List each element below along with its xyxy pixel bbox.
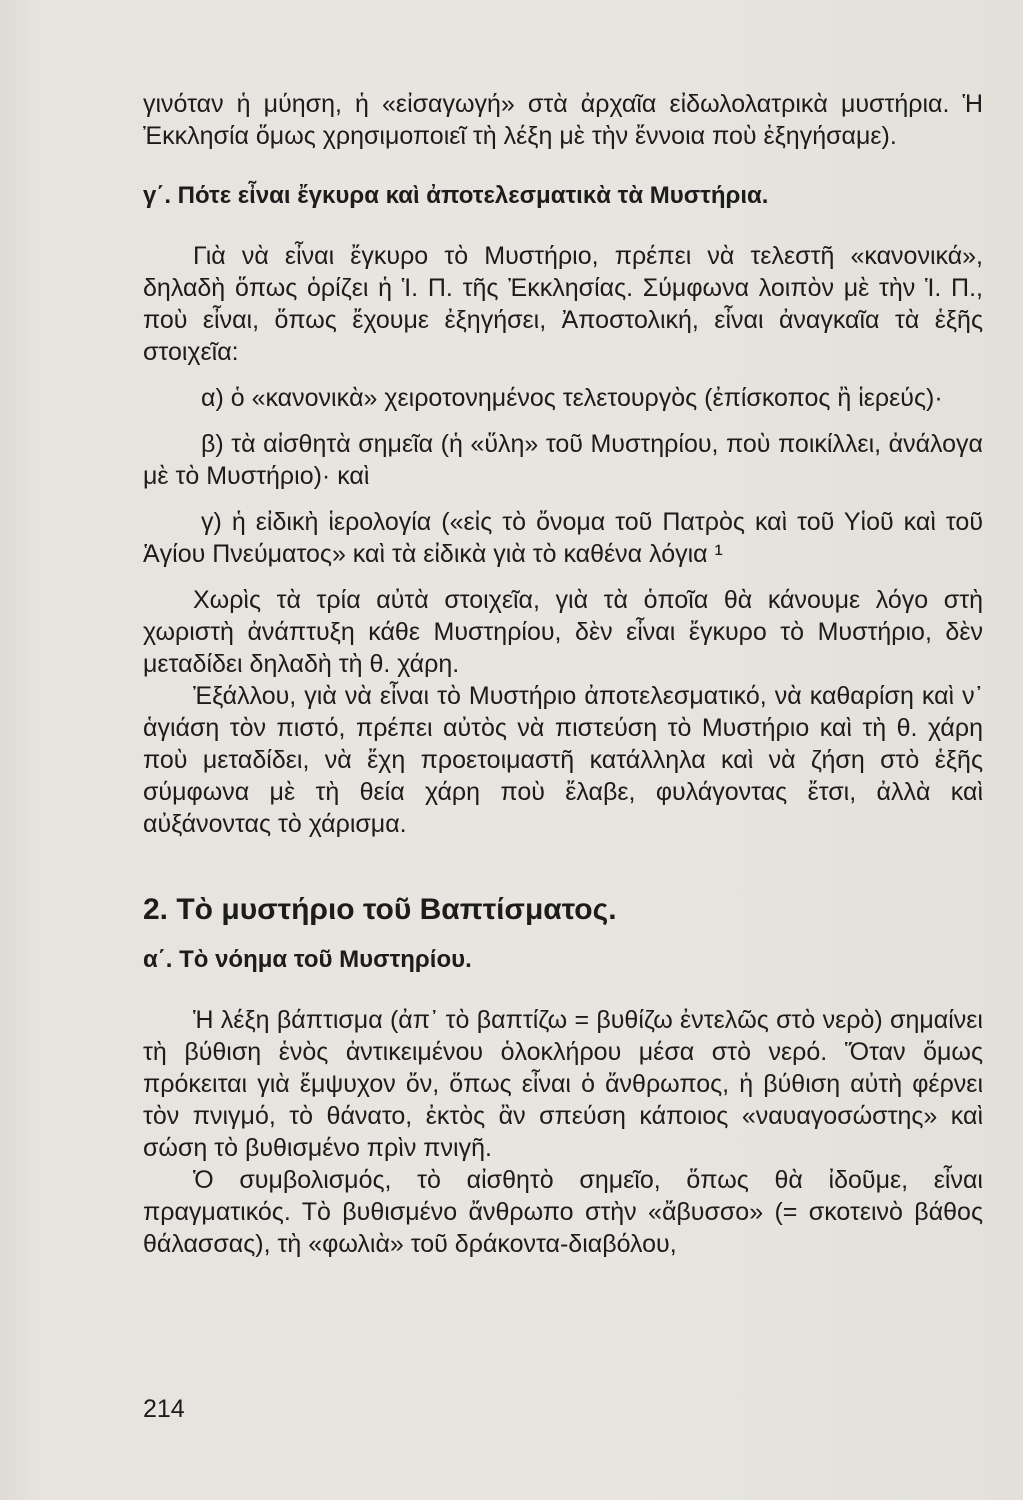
paragraph-continuation: γινόταν ἡ μύηση, ἡ «εἰσαγωγή» στὰ ἀρχαῖα εἰδωλολατρικὰ μυστήρια. Ἡ Ἐκκλησία ὅμως χρησιμοποιεῖ τὴ λέξη μὲ τὴν ἔννοια ποὺ ἐξηγήσαμε).	[143, 90, 983, 150]
page-body	[143, 88, 983, 1260]
subsection-heading-alpha: α΄. Τὸ νόημα τοῦ Μυστηρίου.	[143, 946, 472, 973]
paragraph-validity: Γιὰ νὰ εἶναι ἔγκυρο τὸ Μυστήριο, πρέπει νὰ τελεστῆ «κανονικά», δηλαδὴ ὅπως ὁρίζει ἡ Ἱ. Π. τῆς Ἐκκλησίας. Σύμφωνα λοιπὸν μὲ τὴν Ἱ. Π., ποὺ εἶναι, ὅπως ἔχουμε ἐξηγήσει, Ἀποστολική, εἶναι ἀναγκαῖα τὰ ἑξῆς στοιχεῖα:	[143, 242, 983, 366]
paragraph-effectiveness: Ἐξάλλου, γιὰ νὰ εἶναι τὸ Μυστήριο ἀποτελεσματικό, νὰ καθαρίση καὶ ν᾿ ἁγιάση τὸν πιστό, πρέπει αὐτὸς νὰ πιστεύση τὸ Μυστήριο καὶ τὴ θ. χάρη ποὺ μεταδίδει, νὰ ἔχη προετοιμαστῆ κατάλληλα καὶ νὰ ζήση στὸ ἑξῆς σύμφωνα μὲ τὴ θεία χάρη ποὺ ἔλαβε, φυλάγοντας ἔτσι, ἀλλὰ καὶ αὐξάνοντας τὸ χάρισμα.	[143, 682, 983, 838]
paragraph-symbolism: Ὁ συμβολισμός, τὸ αἰσθητὸ σημεῖο, ὅπως θὰ ἰδοῦμε, εἶναι πραγματικός. Τὸ βυθισμένο ἄνθρωπο στὴν «ἄβυσσο» (= σκοτεινὸ βάθος θάλασσας), τὴ «φωλιὰ» τοῦ δράκοντα-διαβόλου,	[143, 1166, 983, 1258]
paragraph-without-elements: Χωρὶς τὰ τρία αὐτὰ στοιχεῖα, γιὰ τὰ ὁποῖα θὰ κάνουμε λόγο στὴ χωριστὴ ἀνάπτυξη κάθε Μυστηρίου, δὲν εἶναι ἔγκυρο τὸ Μυστήριο, δὲν μεταδίδει δηλαδὴ τὴ θ. χάρη.	[143, 586, 983, 678]
list-item-alpha: α) ὁ «κανονικὰ» χειροτονημένος τελετουργὸς (ἐπίσκοπος ἢ ἱερεύς)·	[201, 384, 943, 412]
subsection-heading-gamma: γ΄. Πότε εἶναι ἔγκυρα καὶ ἀποτελεσματικὰ τὰ Μυστήρια.	[143, 182, 769, 209]
list-item-beta: β) τὰ αἰσθητὰ σημεῖα (ἡ «ὕλη» τοῦ Μυστηρίου, ποὺ ποικίλλει, ἀνάλογα μὲ τὸ Μυστήριο)· καὶ	[143, 430, 983, 490]
section-heading-baptism: 2. Τὸ μυστήριο τοῦ Βαπτίσματος.	[143, 893, 617, 926]
paragraph-baptism-meaning: Ἡ λέξη βάπτισμα (ἀπ᾿ τὸ βαπτίζω = βυθίζω ἐντελῶς στὸ νερὸ) σημαίνει τὴ βύθιση ἑνὸς ἀντικειμένου ὁλοκλήρου μέσα στὸ νερό. Ὅταν ὅμως πρόκειται γιὰ ἔμψυχον ὄν, ὅπως εἶναι ὁ ἄνθρωπος, ἡ βύθιση αὐτὴ φέρνει τὸν πνιγμό, τὸ θάνατο, ἐκτὸς ἂν σπεύση κάποιος «ναυαγοσώστης» καὶ σώση τὸ βυθισμένο πρὶν πνιγῆ.	[143, 1006, 983, 1162]
page-number: 214	[143, 1395, 185, 1423]
list-item-gamma: γ) ἡ εἰδικὴ ἱερολογία («εἰς τὸ ὄνομα τοῦ Πατρὸς καὶ τοῦ Υἱοῦ καὶ τοῦ Ἁγίου Πνεύματος» καὶ τὰ εἰδικὰ γιὰ τὸ καθένα λόγια ¹	[143, 508, 983, 568]
